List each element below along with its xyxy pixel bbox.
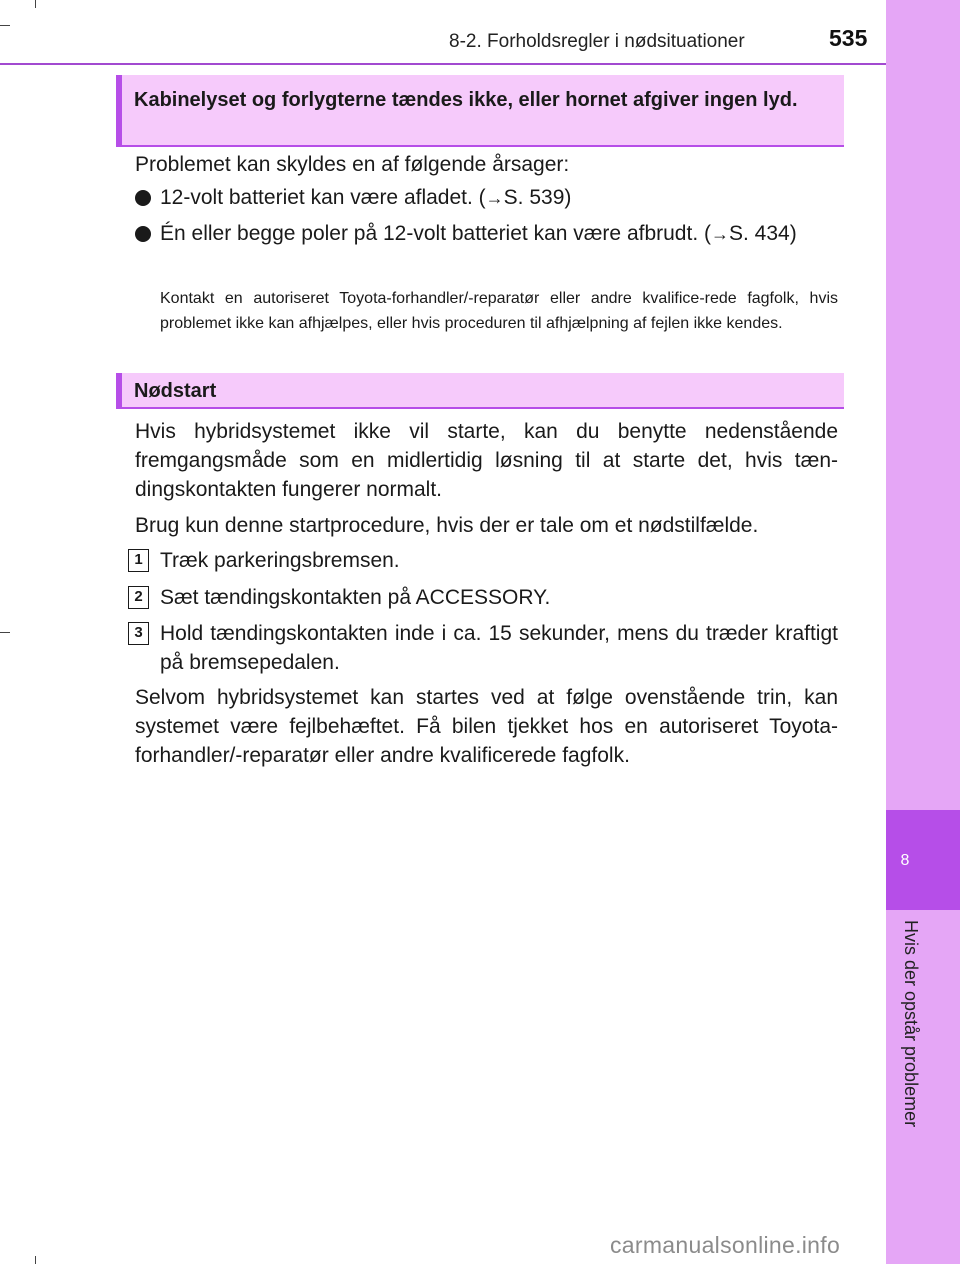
chapter-number: 8 xyxy=(900,852,910,869)
step-text: Hold tændingskontakten inde i ca. 15 sekunder, mens du træder kraftigt på bremsepedalen. xyxy=(160,622,838,674)
chapter-title: Hvis der opstår problemer xyxy=(901,920,921,1128)
paragraph: Hvis hybridsystemet ikke vil starte, kan du benytte nedenstående fremgangsmåde som en midlertidig løsning til at starte det, hvis tæn-dingskontakten fungerer normalt. xyxy=(135,420,838,501)
crop-mark xyxy=(0,632,10,633)
watermark: carmanualsonline.info xyxy=(610,1232,841,1258)
paragraph: Selvom hybridsystemet kan startes ved at følge ovenstående trin, kan systemet være fejlbehæftet. Få bilen tjekket hos en autoriseret Toyota-forhandler/-reparatør eller andre kvalificerede fagfolk. xyxy=(135,686,838,767)
section-heading-box xyxy=(116,75,844,147)
bullet-icon xyxy=(135,226,151,242)
section-heading: Kabinelyset og forlygterne tændes ikke, eller hornet afgiver ingen lyd. xyxy=(134,89,798,111)
crop-mark xyxy=(0,25,10,26)
list-item xyxy=(135,183,838,213)
step-item xyxy=(135,583,838,612)
step-item xyxy=(135,546,838,575)
step-text: Sæt tændingskontakten på ACCESSORY. xyxy=(160,586,551,609)
crop-mark xyxy=(35,1256,36,1264)
step-text: Træk parkeringsbremsen. xyxy=(160,549,400,572)
intro-text: Problemet kan skyldes en af følgende årsager: xyxy=(135,153,570,176)
step-number-badge: 1 xyxy=(128,549,149,572)
note-text: Kontakt en autoriseret Toyota-forhandler/-reparatør eller andre kvalifice-rede fagfolk, hvis problemet ikke kan afhjælpes, eller hvis proceduren til afhjælpning af fejlen ikke kendes. xyxy=(160,290,838,332)
bullet-text: 12-volt batteriet kan være afladet. ( xyxy=(160,186,486,209)
page-reference[interactable]: S. 434) xyxy=(728,222,797,245)
arrow-icon: → xyxy=(485,188,504,208)
bullet-text: Én eller begge poler på 12-volt batteriet kan være afbrudt. ( xyxy=(160,222,711,245)
header-rule xyxy=(0,63,886,65)
bullet-icon xyxy=(135,190,151,206)
page-reference[interactable]: S. 539) xyxy=(503,186,572,209)
step-item xyxy=(135,619,838,677)
step-number-badge: 3 xyxy=(128,622,149,645)
step-number-badge: 2 xyxy=(128,586,149,609)
section-heading: Nødstart xyxy=(134,380,217,402)
section-heading-box xyxy=(116,373,844,409)
section-title: 8-2. Forholdsregler i nødsituationer xyxy=(449,31,745,52)
crop-mark xyxy=(35,0,36,8)
page-number: 535 xyxy=(829,25,868,51)
paragraph: Brug kun denne startprocedure, hvis der er tale om et nødstilfælde. xyxy=(135,514,759,537)
arrow-icon: → xyxy=(710,224,729,244)
list-item xyxy=(135,219,838,249)
